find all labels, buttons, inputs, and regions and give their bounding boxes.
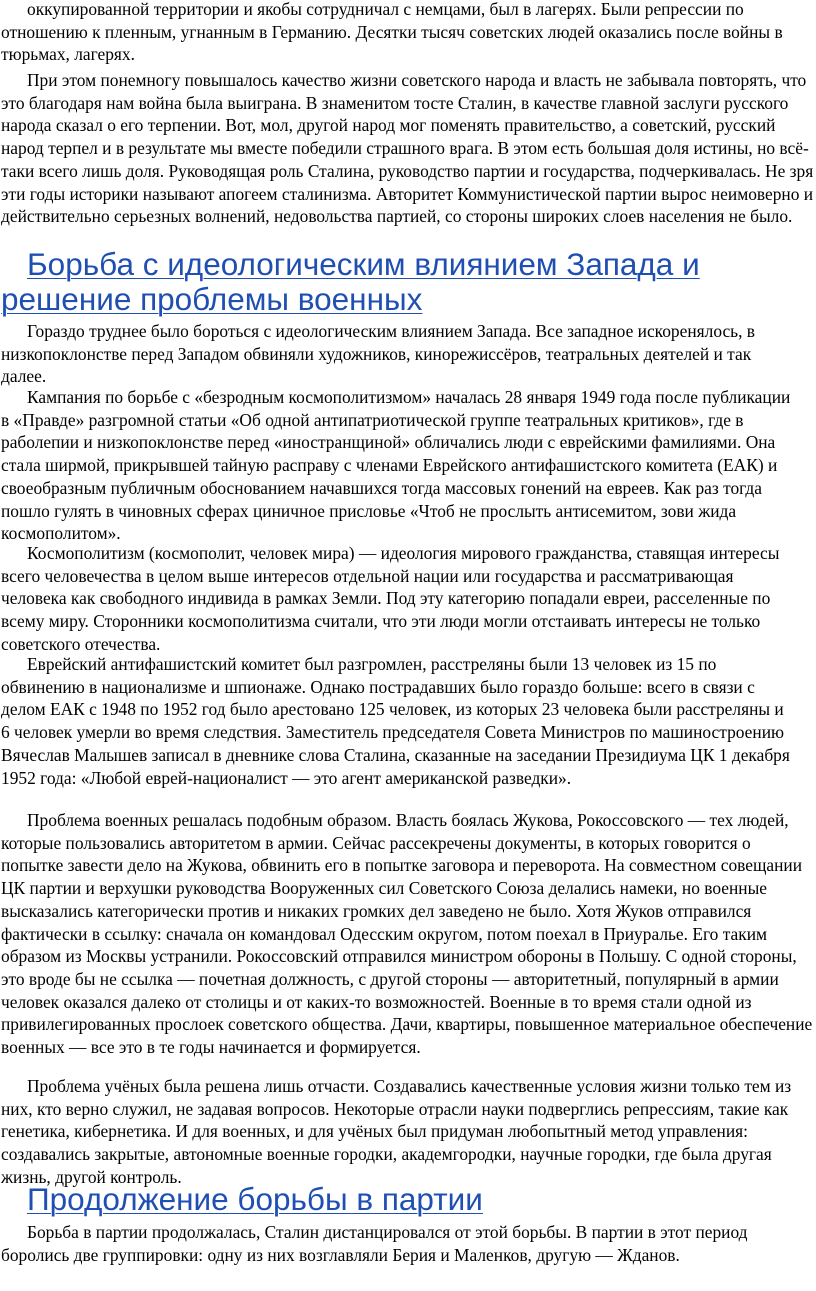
paragraph-text: Кампания по борьбе с «безродным космополитизмом» началась 28 января 1949 года после публикации в «Правде» разгромной статьи «Об одной антипатриотической группе театральных критиков», где в раболепии и низкопоклонстве перед «иностранщиной» обличались люди с еврейскими фамилиями. Она стала ширмой, прикрывшей тайную расправу с членами Еврейского антифашистского комитета (ЕАК) и своеобразным публичным обоснованием начавшихся тогда массовых гонений на евреев. Как раз тогда пошло гулять в чиновных сферах циничное присловье «Чтоб не прослыть антисемитом, зови жида космополитом». <box>1 387 791 544</box>
paragraph-scientists-problem <box>0 1075 816 1189</box>
paragraph-text: Борьба в партии продолжалась, Сталин дистанцировался от этой борьбы. В партии в этот период боролись две группировки: одну из них возглавляли Берия и Маленков, другую — Жданов. <box>1 1222 748 1265</box>
section-heading-ideology-and-military[interactable] <box>0 247 815 317</box>
paragraph-text: Проблема учёных была решена лишь отчасти. Создавались качественные условия жизни только тем из них, кто верно служил, не задавая вопросов. Некоторые отрасли науки подверглись репрессиям, такие как генетика, кибернетика. И для военных, и для учёных был придуман любопытный метод управления: создавались закрытые, автономные военные городки, академгородки, научные городки, где была другая жизнь, другой контроль. <box>1 1076 792 1187</box>
paragraph-repressions-continued <box>0 0 816 66</box>
paragraph-text: оккупированной территории и якобы сотрудничал с немцами, был в лагерях. Были репрессии по отношению к пленным, угнанным в Германию. Десятки тысяч советских людей оказались после войны в тюрьмах, лагерях. <box>1 0 783 65</box>
paragraph-western-influence <box>0 320 792 388</box>
paragraph-military-problem <box>0 809 816 1059</box>
paragraph-party-struggle <box>0 1221 816 1266</box>
paragraph-text: Космополитизм (космополит, человек мира) — идеология мирового гражданства, ставящая интересы всего человечества в целом выше интересов отдельной нации или государства и рассматривающая человека как свободного индивида в рамках Земли. Под эту категорию попадали евреи, расселенные по всему миру. Сторонники космополитизма считали, что эти люди могли отстаивать интересы не только советского отечества. <box>1 543 780 654</box>
paragraph-text: При этом понемногу повышалось качество жизни советского народа и власть не забывала повторять, что это благодаря нам война была выиграна. В знаменитом тосте Сталин, в качестве главной заслуги русского народа сказал о его терпении. Вот, мол, другой народ мог поменять правительство, а советский, русский народ терпел и в результате мы вместе победили страшного врага. В этом есть большая доля истины, но всё-таки всего лишь доля. Руководящая роль Сталина, руководство партии и государства, подчеркивалась. Не зря эти годы историки называют апогеем сталинизма. Авторитет Коммунистической партии вырос неимоверно и действительно серьезных волнений, недовольства партией, со стороны широких слоев населения не было. <box>1 70 814 227</box>
paragraph-quality-of-life <box>0 69 816 228</box>
paragraph-jewish-committee <box>0 653 792 789</box>
section-heading-party-struggle[interactable] <box>0 1182 815 1217</box>
paragraph-text: Проблема военных решалась подобным образом. Власть боялась Жукова, Рокоссовского — тех людей, которые пользовались авторитетом в армии. Сейчас рассекречены документы, в которых говорится о попытке завести дело на Жукова, обвинить его в попытке заговора и переворота. На совместном совещании ЦК партии и верхушки руководства Вооруженных сил Советского Союза делались намеки, но военные высказались категорически против и никаких громких дел заведено не было. Хотя Жуков отправился фактически в ссылку: сначала он командовал Одесским округом, потом поехал в Приуралье. Его таким образом из Москвы устранили. Рокоссовский отправился министром обороны в Польшу. С одной стороны, это вроде бы не ссылка — почетная должность, с другой стороны — авторитетный, популярный в армии человек оказался далеко от столицы и от каких-то возможностей. Военные в то время стали одной из привилегированных прослоек советского общества. Дачи, квартиры, повышенное материальное обеспечение военных — все это в те годы начинается и формируется. <box>1 810 813 1058</box>
section-heading-link[interactable]: Продолжение борьбы в партии <box>27 1181 483 1217</box>
paragraph-text: Гораздо труднее было бороться с идеологическим влиянием Запада. Все западное искоренялось, в низкопоклонстве перед Западом обвиняли художников, кинорежиссёров, театральных деятелей и так далее. <box>1 321 756 387</box>
paragraph-cosmopolitanism-campaign <box>0 386 792 545</box>
paragraph-cosmopolitanism-definition <box>0 542 792 656</box>
section-heading-link[interactable]: Борьба с идеологическим влиянием Запада и решение проблемы военных <box>1 246 700 317</box>
paragraph-text: Еврейский антифашистский комитет был разгромлен, расстреляны были 13 человек из 15 по обвинению в национализме и шпионаже. Однако пострадавших было гораздо больше: всего в связи с делом ЕАК с 1948 по 1952 год было арестовано 125 человек, из которых 23 человека были расстреляны и 6 человек умерли во время следствия. Заместитель председателя Совета Министров по машиностроению Вячеслав Малышев записал в дневнике слова Сталина, сказанные на заседании Президиума ЦК 1 декабря 1952 года: «Любой еврей-националист — это агент американской разведки». <box>1 654 790 788</box>
